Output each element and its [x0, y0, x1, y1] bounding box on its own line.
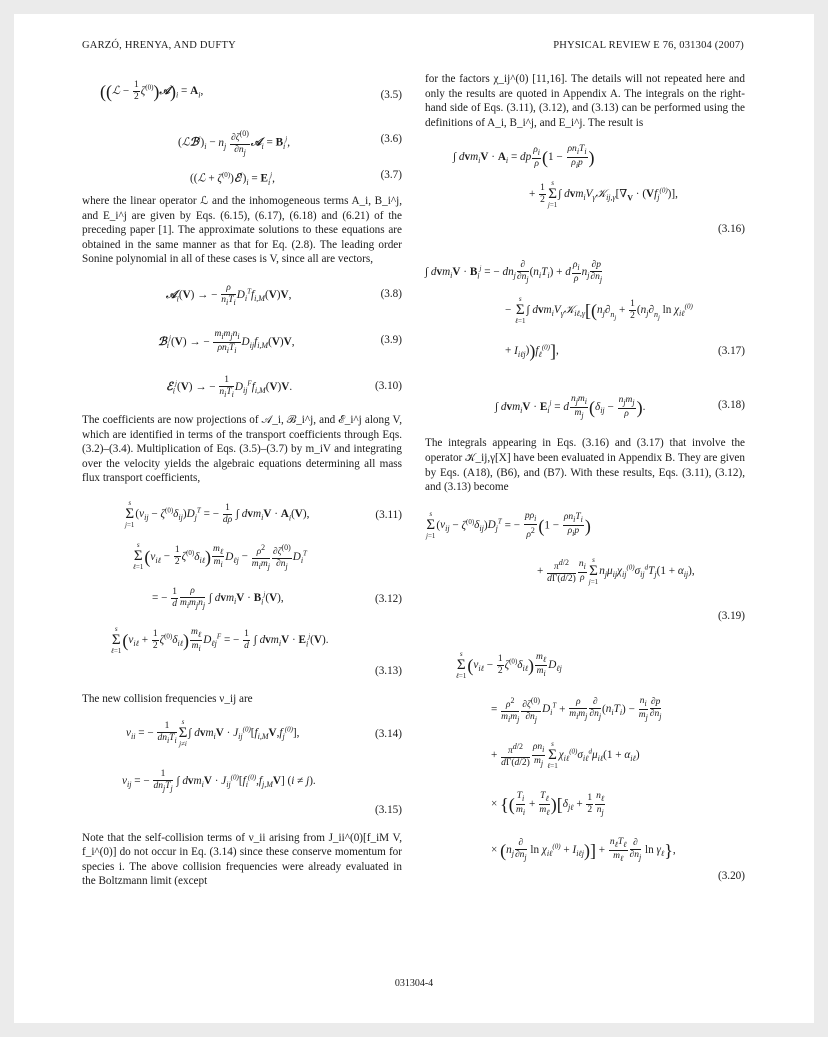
equation-number: (3.18) — [717, 399, 745, 412]
paragraph: where the linear operator ℒ and the inhomogeneous terms A_i, B_i^j, and E_i^j are given by Eqs. (6.15), (6.17), (6.18) and (6.21) of the preceding paper [1]. The approximate solutions to these equations are obtained in the same manner as that for Eq. (2.8). The leading order Sonine polynomial in all of these cases is V, since all are vectors, — [82, 195, 402, 266]
equation-3-13: s Σ $\ell=1(\nu_{i\ell}$ + $\frac{1}{2}$ $\zeta^{(0)}\delta_{i\ell}$) $\frac{m_\ell}{m_i}$ $D_{\ell j}^F$ = − $\frac{1}{d}$ ∫ $dvm_iV \cdot E_i^j(V)$. (3.13) — [111, 624, 402, 677]
paragraph: The integrals appearing in Eqs. (3.16) and (3.17) that involve the operator 𝒦_ij,γ[X] have been evaluated in Appendix B. They are given by Eqs. (A18), (B6), and (B7). With these results, Eqs. (3.11), (3.12), and (3.13) become — [425, 437, 745, 494]
equation-number: (3.19) — [717, 609, 745, 622]
equation-number: (3.20) — [717, 869, 745, 882]
equation-number: (3.6) — [380, 133, 402, 145]
equation-3-8: 𝒜$_i$(V) → − $\frac{\rho}{n_iT_i}$ $D_i^Tf_{i,M}(V)V$, (3.8) — [166, 282, 402, 307]
equation-3-14: $\nu_{ii}$ = − $\frac{1}{dn_iT_i}$ s Σ j≠i∫ $dvm_iV \cdot J_{ij}^{(0)}[f_{i,M}V,f_j^{(0)}]$, (3.14) — [126, 717, 402, 748]
equation-3-16: ∫ $dvm_iV \cdot A_i$ = dp $\frac{\rho_i}{\rho}$ (1 − $\frac{\rho n_iT_i}{\rho_ip}$ ) + $\frac{1}{2}$ s Σ j=1∫ $dvm_iV_\gamma 𝒦_{ij,\gamma}[\nabla_V \cdot (Vf_j^{(0)})]$, (3.16) — [453, 144, 745, 236]
equation-3-12: s Σ $\ell=1(\nu_{i\ell}$ − $\frac{1}{2}$ $\zeta^{(0)}\delta_{i\ell}$) $\frac{m_\ell}{m_i}$ $D_{\ell j}$ − $\frac{\rho^2}{m_im_j}$ $\frac{\partial\zeta^{(0)}}{\partial n_j}$ $D_i^T$ = − $\frac{1}{d}$ $\frac{\rho}{m_im_jn_j}$ ∫ $dvm_iV \cdot B_i^j(V)$, (3.12) — [133, 541, 402, 610]
equation-number: (3.8) — [380, 287, 402, 300]
equation-number: (3.16) — [717, 223, 745, 236]
right-column — [425, 72, 745, 901]
page-number: 031304-4 — [394, 978, 434, 989]
equation-3-10: ℰ$_i^j$(V) → − $\frac{1}{n_iT_i}$ $D_{ij}^Ff_{i,M}(V)V$. (3.10) — [166, 374, 402, 399]
equation-number: (3.17) — [717, 345, 745, 358]
equation-number: (3.11) — [375, 508, 402, 521]
paragraph: Note that the self-collision terms of ν_ii arising from J_ii^(0)[f_iM V, f_i^(0)] do not occur in Eq. (3.14) since these conserve momentum for species i. The above collision frequencies were already evaluated in the Boltzmann limit (except — [82, 831, 402, 888]
equation-3-20: s Σ $\ell=1(\nu_{i\ell}$ − $\frac{1}{2}$ $\zeta^{(0)}\delta_{i\ell}$) $\frac{m_\ell}{m_i}$ $D_{\ell j}$ = $\frac{\rho^2}{m_im_j}$ $\frac{\partial\zeta^{(0)}}{\partial n_j}$ $D_i^T$ + $\frac{\rho}{m_im_j}$ $\frac{\partial}{\partial n_j}$ $(n_iT_i)$ − $\frac{n_i}{m_j}$ $\frac{\partial p}{\partial n_j}$ + $\frac{\pi^{d/2}}{d\Gamma(d/2)}$ $\frac{\rho n_i}{m_j}$ s Σ $\ell=1\chi_{i\ell}^{(0)}\sigma_{i\ell}^d\mu_{i\ell}(1 + \alpha_{i\ell})$ × {( $\frac{T_i}{m_i}$ + $\frac{T_\ell}{m_\ell}$ )[$\delta_{j\ell}$ + $\frac{1}{2}$ $\frac{n_\ell}{n_j}$ × ($n_j$ $\frac{\partial}{\partial n_j}$ $\ln \chi_{i\ell}^{(0)} + I_{i\ell j}$)] + $\frac{n_\ell T_\ell}{m_\ell}$ $\frac{\partial}{\partial n_j}$ $\ln \gamma_\ell$}, (3.20) — [456, 649, 745, 882]
equation-number: (3.15) — [374, 803, 402, 816]
paragraph: The new collision frequencies ν_ij are — [82, 692, 253, 705]
running-header-journal: PHYSICAL REVIEW E 76, 031304 (2007) — [553, 40, 744, 51]
equation-3-9: ℬ$_i^j$(V) → − $\frac{m_im_jn_i}{\rho n_iT_i}$ $D_{ij}f_{i,M}(V)V$, (3.9) — [158, 328, 402, 355]
equation-3-19: s Σ $j=1(\nu_{ij} - \zeta^{(0)}\delta_{ij})D_j^T$ = − $\frac{p\rho_i}{\rho^2}$ (1 − $\frac{\rho n_iT_i}{\rho_ip}$ ) + $\frac{\pi^{d/2}}{d\Gamma(d/2)}$ $\frac{n_i}{\rho}$ s Σ $j=1n_j\mu_{ij}\chi_{ij}^{(0)}\sigma_{ij}^dT_j(1 + \alpha_{ij})$, (3.19) — [426, 510, 745, 622]
running-header-authors: GARZÓ, HRENYA, AND DUFTY — [82, 40, 236, 51]
equation-3-15: $\nu_{ij}$ = − $\frac{1}{dn_jT_j}$ ∫ $dvm_iV \cdot J_{ij}^{(0)}[f_i^{(0)},f_{j,M}V] (i \ne j)$. (3.15) — [122, 768, 402, 816]
equation-3-17: ∫ $dvm_iV \cdot B_i^j$ = − $dn_j$ $\frac{\partial}{\partial n_j}$ $(n_iT_i) + d$ $\frac{\rho_i}{\rho}$ $n_j$ $\frac{\partial p}{\partial n_j}$ − s Σ ℓ=1∫ $dvm_iV_\gamma 𝒦_{i\ell,\gamma}[(n_j\partial_{n_j}$ + $\frac{1}{2}$ ($n_j\partial_{n_j}$ $\ln \chi_{i\ell}^{(0)}$ + $I_{i\ell j}))f_\ell^{(0)}$], (3.17) — [425, 260, 745, 362]
equation-number: (3.7) — [380, 169, 402, 181]
equation-number: (3.9) — [380, 333, 402, 346]
equation-3-11: s Σ $j=1(\nu_{ij} - \zeta^{(0)}\delta_{ij})D_j^T$ = − $\frac{1}{d\rho}$ ∫ $dvm_iV \cdot A_i(V)$, (3.11) — [125, 498, 402, 529]
equation-3-6: $(ℒℬ^j)_i - n_j$ $\frac{\partial\zeta^{(0)}}{\partial n_j}$ 𝒜$_i$ = $B_i^j$, (3.6) — [178, 129, 402, 158]
equation-number: (3.12) — [374, 592, 402, 605]
paragraph: The coefficients are now projections of 𝒜_i, ℬ_i^j, and ℰ_i^j along V, which are identified in terms of the transport coefficients through Eqs. (3.2)–(3.4). Multiplication of Eqs. (3.5)–(3.7) by m_iV and integrating over the velocity yields the algebraic equations determining all mass flux transport coefficients, — [82, 413, 402, 485]
equation-number: (3.5) — [380, 89, 402, 101]
equation-3-18: ∫ $dvm_iV \cdot E_i^j = d$ $\frac{n_jm_i}{m_j}$ ($\delta_{ij}$ − $\frac{n_jm_j}{\rho}$ ). (3.18) — [495, 394, 745, 421]
left-column — [82, 72, 402, 889]
equation-3-5: ((ℒ − $\frac{1}{2}$ $\zeta^{(0)})𝒜)_i = A_i$, (3.5) — [100, 80, 402, 102]
equation-number: (3.13) — [374, 664, 402, 677]
equation-number: (3.10) — [374, 379, 402, 392]
equation-3-7: ((ℒ + $\zeta^{(0)})ℰ^j)_i = E_i^j$, (3.7) — [190, 169, 402, 187]
equation-number: (3.14) — [374, 727, 402, 740]
paragraph: for the factors χ_ij^(0) [11,16]. The details will not repeated here and only the results are quoted in Appendix A. The integrals on the right-hand side of Eqs. (3.11), (3.12), and (3.13) can be performed using the definitions of A_i, B_i^j, and E_i^j. The result is — [425, 73, 745, 129]
